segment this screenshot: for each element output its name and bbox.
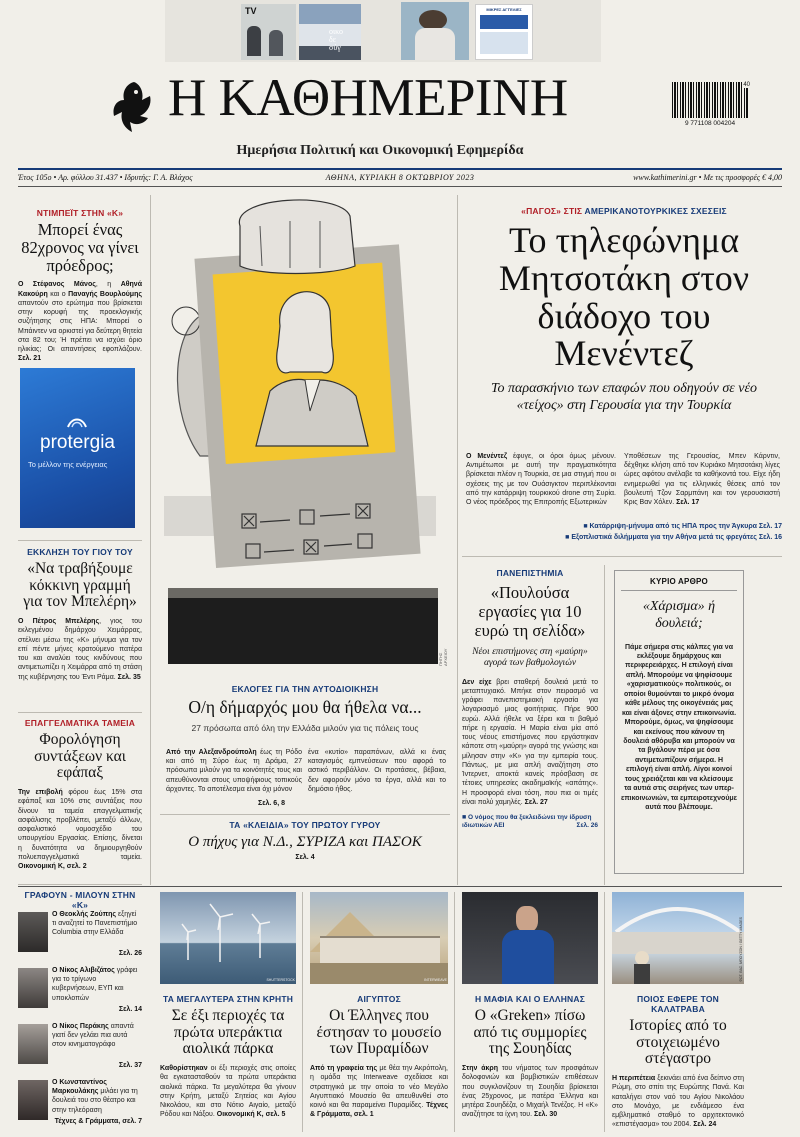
article-body xyxy=(462,1064,598,1119)
elections-col1 xyxy=(166,748,302,794)
man-photo xyxy=(462,892,598,984)
page-ref: Οικονομική Κ, σελ. 5 xyxy=(216,1111,286,1119)
contributor-avatar xyxy=(18,1080,48,1120)
headline[interactable]: Μπορεί ένας 82χρονος να γίνει πρόεδρος; xyxy=(21,220,139,275)
editorial[interactable] xyxy=(614,570,744,874)
masthead-title: Η ΚΑΘΗΜΕΡΙΝΗ xyxy=(168,69,568,127)
headline[interactable]: «Χάρισμα» ή δουλειά; xyxy=(642,599,716,631)
page-ref: Σελ. 30 xyxy=(534,1111,558,1119)
headline[interactable]: Ιστορίες από το στοιχειωμένο στέγαστρο xyxy=(629,1017,727,1068)
related-text: Εξοπλιστικά διλήμματα για την Αθήνα μετά τις φρεγάτες xyxy=(571,533,757,541)
page-ref: Σελ. 26 xyxy=(118,950,142,957)
subhead: 27 πρόσωπα από όλη την Ελλάδα μιλούν για τις πόλεις τους xyxy=(191,722,419,733)
kicker-lead: «ΠΑΓΟΣ» ΣΤΙΣ xyxy=(521,206,583,216)
bottom-story-egypt[interactable] xyxy=(310,892,448,1120)
bottom-story-windfarms[interactable] xyxy=(160,892,296,1120)
body-lead: Καθορίστηκαν xyxy=(160,1065,208,1073)
page-ref: Σελ. 4 xyxy=(295,854,315,861)
promo-thumb-building[interactable] xyxy=(299,4,361,60)
left-article-1[interactable] xyxy=(18,208,142,364)
body-lead: Ο Μενέντεζ xyxy=(466,453,508,460)
masthead-subtitle: Ημερήσια Πολιτική και Οικονομική Εφημερίδα xyxy=(236,143,524,158)
bottom-rule xyxy=(18,886,782,887)
related-link[interactable]: ■ Εξοπλιστικά διλήμματα για την Αθήνα μετά τις φρεγάτες Σελ. 16 xyxy=(565,533,782,541)
page-ref: Σελ. 37 xyxy=(118,1062,142,1069)
body-lead: Από τη γραφεία της xyxy=(310,1065,378,1073)
body-text: απαντούν στο ερώτημα που βρίσκεται στην κορυφή της προεκλογικής συζήτησης στις ΗΠΑ: Μπορεί ο Μπάιντεν να ορκιστεί για δεύτερη θητεία στα 82 του; Ή πρέπει να ισχύει όριο ηλικίας; Οι απαντήσεις εφοπλάζουν. xyxy=(18,299,142,354)
body-lead: Την επιβολή xyxy=(18,789,63,797)
body-name-2: Αθηνά Κακούρη xyxy=(18,281,142,298)
column-rule-right xyxy=(604,565,605,885)
contributor-item[interactable] xyxy=(18,966,142,1018)
headline[interactable]: «Πουλούσα εργασίες για 10 ευρώ τη σελίδα» xyxy=(474,583,586,640)
body-text: βρει σταθερή δουλειά μετά το μεταπτυχιακό. Μπήκε στον πειρασμό να γράφει πανεπιστημιακή εργασία για λογαριασμό μιας φοιτήτριας. Πήρε 900 ευρώ. Αλλά ήθελε να ξέρει και τι βαθμό πήρε η εργασία. Η Μαρία είναι μία από τους νέους επιστήμονες που εργάστηκαν κάποτε στη «μαύρη» αγορά της γνώσης και μίλησαν στην «Κ» για την εμπειρία τους. Πάντως, με μια απλή αναζήτηση στο Ίντερνετ, αποκτά κανείς πρόσβαση σε τέτοιες υπηρεσίες ακαδημαϊκής «απάτης». Η προσφορά είναι τόση, που πια οι τιμές είναι πολύ χαμηλές. xyxy=(462,678,598,806)
promo-books-label: ΜΙΚΡΕΣ ΑΓΓΕΛΙΕΣ xyxy=(486,7,522,12)
headline[interactable]: «Να τραβήξουμε κόκκινη γραμμή για τον Μπελέρη» xyxy=(23,560,137,611)
contributor-avatar xyxy=(18,968,48,1008)
body-text: οι έξι περιοχές στις οποίες θα εγκατασταθούν τα πρώτα υπεράκτια αιολικά πάρκα. Τα μεγαλύτερα θα γίνουν στην Κρήτη, μεταξύ Σητείας και Αγίου Νικολάου, και στο Νότιο Αιγαίο, μεταξύ Ρόδου και Νάξου. xyxy=(160,1065,296,1119)
page-ref: Σελ. 21 xyxy=(18,355,42,363)
promo-strip xyxy=(165,0,601,62)
related-text: Ο νόμος που θα ξεκλειδώνει την ίδρυση ιδιωτικών ΑΕΙ xyxy=(462,813,592,830)
body-joint-2: και ο xyxy=(47,290,69,298)
divider xyxy=(462,556,782,557)
main-related xyxy=(466,522,782,543)
article-body xyxy=(612,1074,744,1129)
contributor-avatar xyxy=(18,1024,48,1064)
protergia-ad[interactable] xyxy=(20,368,135,528)
body-text: , γιος του εκλεγμένου δημάρχου Χειμάρρας, στέλνει μέσω της «Κ» μήνυμα για τον επί πέντε μήνες κρατούμενο πατέρα του και αναλύει τους κινδύνους που αντιμετωπίζει η Χειμάρρα από τη στάση της κυβέρνησης του Έντι Ράμα. xyxy=(18,618,142,681)
barcode-number: 9 771108 004204 xyxy=(684,120,736,127)
editorial-body: Πάμε σήμερα στις κάλπες για να εκλέξουμε δημάρχους και περιφερειάρχες. Η επιλογή είναι απλή. Μπορούμε να ψηφίσουμε «χαρισματικούς» πολιτικούς, οι οποίοι θυμούνται το μικρό όνομα κάθε μέλους της οικογένειάς μας και είναι άξονες στην επικοινωνία. Μπορούμε, όμως, να ψηφίσουμε και εκείνους που κάνουν τη δουλειά αθόρυβα και μπορούν να τα βγάλουν πέρα με όσα αντιμετωπίζουν σήμερα. Η επιλογή είναι απλή. Λίγοι κοινοί τους χρειάζεται και να κλείσουμε τα αυτιά στις σειρήνες των υπερ-επικοινωνιών, τα εμπειροτεχνούμε αυτά που βλέπουμε. xyxy=(621,643,738,812)
page-ref: Σελ. 14 xyxy=(118,1006,142,1013)
left-article-2[interactable] xyxy=(18,547,142,682)
contributor-text: γράφει για το τρίγωνο κυβερνήσεων, ΕΥΠ και υποκλοπών xyxy=(52,967,138,1002)
body-text: με θέα την Ακρόπολη, η ομάδα της Interweave σχεδίασε και στρατηγικά με την οποία το νέο Μεγάλο Αιγυπτιακό Μουσείο θα απευθυνθεί στο κοινό και θα παραμείνει Πυραμίδες. xyxy=(310,1065,448,1110)
page-ref: Οικονομική Κ, σελ. 2 xyxy=(18,863,87,871)
body-joint: , η xyxy=(95,281,121,289)
kicker: ΕΚΚΛΗΣΗ ΤΟΥ ΓΙΟΥ ΤΟΥ xyxy=(27,547,133,557)
stadium-photo xyxy=(612,892,744,984)
dateline-left: Έτος 105ο • Αρ. φύλλου 31.437 • Ιδρυτής: Γ. Α. Βλάχος xyxy=(18,173,193,182)
related-link[interactable]: ■ Κατάρριψη-μήνυμα από τις ΗΠΑ προς την Άγκυρα Σελ. 17 xyxy=(583,523,782,530)
ballot-illustration-icon xyxy=(160,196,450,666)
photo-credit: ΠΗΓΗΣ ΑΡΧΕΙΟΥ xyxy=(438,648,448,666)
related-link[interactable]: ■ Ο νόμος που θα ξεκλειδώνει την ίδρυση ιδιωτικών ΑΕΙ Σελ. 26 xyxy=(462,813,598,830)
page-ref: Σελ. 26 xyxy=(576,822,598,830)
election-illustration[interactable] xyxy=(160,196,450,666)
contributor-item[interactable] xyxy=(18,1078,142,1130)
divider xyxy=(18,540,142,541)
ad-tagline: Το μέλλον της ενέργειας xyxy=(28,460,108,469)
kicker: Η ΜΑΦΙΑ ΚΑΙ Ο ΕΛΛΗΝΑΣ xyxy=(474,994,586,1004)
page-ref: Σελ. 24 xyxy=(693,1121,717,1129)
related-text: Κατάρριψη-μήνυμα από τις ΗΠΑ προς την Άγκυρα xyxy=(589,523,757,530)
article-body xyxy=(18,617,142,682)
body-lead: Η περιπέτεια xyxy=(612,1075,656,1083)
body-text: ξεκινάει από ένα δείπνο στη Ρώμη, στο σπίτι της Ευρώπης Πανά. Και καταλήγει στον ναό του Αγίου Νικολάου στο Μονάχο, με ενδιάμεσο ένα εμβληματικό σταθμό το αρχιτεκτονικό «επιστέγασμα» του 2004. xyxy=(612,1075,745,1129)
page-ref: Σελ. 35 xyxy=(117,673,141,681)
contributor-avatar xyxy=(18,912,48,952)
contributor-name: Ο Κωνσταντίνος Μαρκουλάκης xyxy=(52,1079,107,1096)
body-text: Υποθέσεων της Γερουσίας, Μπεν Κάρντιν, δέχθηκε κλήση από τον Κυριάκο Μητσοτάκη λίγες ώρες αφότου ανέλαβε τα καθήκοντά του. Είχε ήδη ενημερωθεί για τις ελληνικές θέσεις από τον βουλευτή Τζον Σαρμπάνη και τον γερουσιαστή Κρις Βαν Χόλεν. xyxy=(624,453,780,507)
museum-photo xyxy=(310,892,448,984)
headline[interactable]: Το τηλεφώνημα Μητσοτάκη στον διάδοχο του Μενέντεζ xyxy=(498,220,750,374)
body-text: ένα «κυτίο» παραπόνων, αλλά κι ένας καταγισμός εμπνεύσεων που αφορά το αστικό περιβάλλον. Οι προτάσεις, βέβαια, δεν αφορούν μόνο τα έργα, αλλά και το δημόσιο ήθος. xyxy=(308,749,446,793)
editorial-label: ΚΥΡΙΟ ΑΡΘΡΟ xyxy=(621,577,737,591)
page-ref: Σελ. 16 xyxy=(758,533,782,541)
elections-col2 xyxy=(308,748,446,794)
article-body xyxy=(310,1064,448,1119)
body-lead: Δεν είχε xyxy=(462,678,492,686)
left-article-3[interactable] xyxy=(18,718,142,871)
kicker: ΝΤΙΜΠΕΪΤ ΣΤΗΝ «Κ» xyxy=(36,208,124,218)
column-rule xyxy=(302,892,303,1132)
contributor-name: Ο Θεοκλής Ζούπης xyxy=(52,911,116,918)
kicker xyxy=(466,206,782,216)
subhead: Νέοι επιστήμονες στη «μαύρη» αγορά των βαθμολογιών xyxy=(472,646,588,669)
protergia-logo-icon xyxy=(66,413,88,429)
page-ref: Τέχνες & Γράμματα, σελ. 7 xyxy=(54,1118,142,1125)
body-name-3: Παναγής Βουρλούμης xyxy=(68,290,142,298)
article-body xyxy=(18,280,142,363)
page-ref: Τέχνες & Γράμματα, σελ. 1 xyxy=(310,1102,448,1119)
body-text: φόρου έως 15% στα εφάπαξ και 10% στις συντάξεις που δίνουν τα ταμεία επαγγελματικής ασφάλισης προβλέπει, μεταξύ άλλων, ασφαλιστικό νομοσχέδιο του υπουργείου Εργασίας. Επίσης, δίνεται η δυνατότητα να δημιουργηθούν πολυεπαγγελματικά ταμεία. xyxy=(18,789,143,861)
photo-credit: INTERWEAVE xyxy=(424,978,447,982)
promo-tv-label: TV xyxy=(245,6,257,16)
left-article-4 xyxy=(18,890,142,910)
kicker: ΤΑ ΜΕΓΑΛΥΤΕΡΑ ΣΤΗΝ ΚΡΗΤΗ xyxy=(162,994,294,1004)
column-rule xyxy=(454,892,455,1132)
divider xyxy=(160,814,450,815)
contributor-text: εξηγεί τι αναζητεί το Πανεπιστήμιο Columbia στην Ελλάδα xyxy=(52,911,138,937)
headline[interactable]: Ο/η δήμαρχός μου θα ήθελα να... xyxy=(188,697,422,717)
bottom-story-mafia[interactable] xyxy=(462,892,598,1120)
headline[interactable]: Φορολόγηση συντάξεων και εφάπαξ xyxy=(34,731,126,782)
dateline-rule-top xyxy=(18,168,782,170)
body-text: έως τη Ρόδο και από τη Σύρο έως τη Δράμα, 27 πρόσωπα μιλούν για τα κοινότητές τους και απευθύνονται στους υποψήφιους τοπικούς άρχοντες. Το αποτέλεσμα είναι όχι μόνον xyxy=(166,749,302,793)
page-ref: Σελ. 6, 8 xyxy=(258,800,285,807)
barcode xyxy=(672,82,748,142)
kathimerini-logo-icon xyxy=(108,78,160,138)
article-body xyxy=(18,788,142,871)
dateline-center: ΑΘΗΝΑ, ΚΥΡΙΑΚΗ 8 ΟΚΤΩΒΡΙΟΥ 2023 xyxy=(325,173,475,182)
kicker: ΠΑΝΕΠΙΣΤΗΜΙΑ xyxy=(496,568,564,578)
contributor-item[interactable] xyxy=(18,1022,142,1074)
body-lead: Ο Στέφανος Μάνος xyxy=(18,281,96,289)
subhead: Το παρασκήνιο των επαφών που οδηγούν σε νέο «τείχος» στη Γερουσία για την Τουρκία xyxy=(490,381,758,413)
bottom-story-calatrava[interactable] xyxy=(612,892,744,1130)
page-ref: Σελ. 27 xyxy=(524,798,548,806)
article-body xyxy=(160,1064,296,1119)
main-story-col2 xyxy=(624,452,780,507)
body-lead: Στην άκρη xyxy=(462,1065,499,1073)
promo-thumb-books[interactable] xyxy=(475,4,533,60)
barcode-top-number: 40 xyxy=(743,82,750,88)
promo-thumb-tv[interactable] xyxy=(241,4,296,60)
page-ref: Σελ. 17 xyxy=(758,523,782,530)
keys-article[interactable] xyxy=(160,820,450,861)
dateline xyxy=(18,172,782,186)
body-text: έφυγε, οι όροι όμως μένουν. Αντιμέτωποι με αυτή την πραγματικότητα βρίσκεται πλέον η Τουρκία, σε μια στιγμή που οι σχέσεις της με τον Ουάσιγκτον περιπλέκονται από την κατάρριψη τουρκικού drone στη Συρία. Ο νέος πρόεδρος της Επιτροπής Εξωτερικών xyxy=(466,453,616,507)
headline[interactable]: Ο «Greken» πίσω από τις συμμορίες της Σουηδίας xyxy=(473,1007,587,1058)
contributor-name: Ο Νίκος Περάκης xyxy=(52,1023,109,1030)
contributor-name: Ο Νίκος Αλιβιζάτος xyxy=(52,967,115,974)
column-rule xyxy=(604,892,605,1132)
divider xyxy=(18,712,142,713)
kicker-rest: ΑΜΕΡΙΚΑΝΟΤΟΥΡΚΙΚΕΣ ΣΧΕΣΕΙΣ xyxy=(584,206,727,216)
kicker: ΤΑ «ΚΛΕΙΔΙΑ» ΤΟΥ ΠΡΩΤΟΥ ΓΥΡΟΥ xyxy=(229,820,381,830)
promo-thumb-person[interactable] xyxy=(401,2,469,60)
photo-credit: ΦΩΤ. ΒΑΣ. ΜΠΟΥΖΟΝ / GETTY IMAGES xyxy=(739,917,743,982)
contributor-text: απαντά γιατί δεν γελάει πια αυτά στον κινηματογράφο xyxy=(52,1023,134,1049)
page-ref: Σελ. 17 xyxy=(676,499,700,507)
column-rule-center xyxy=(457,195,458,885)
contributor-item[interactable] xyxy=(18,910,142,962)
windfarm-photo xyxy=(160,892,296,984)
masthead xyxy=(0,70,800,170)
pyramid-museum-icon xyxy=(310,892,448,984)
body-lead: Ο Πέτρος Μπελέρης xyxy=(18,618,100,626)
elections-article[interactable] xyxy=(160,684,450,733)
kicker: ΕΠΑΓΓΕΛΜΑΤΙΚΑ ΤΑΜΕΙΑ xyxy=(24,718,136,728)
contributor-text: μιλάει για τη δουλειά του στο θέατρο και στην τηλεόραση xyxy=(52,1088,138,1114)
ad-brand: protergia xyxy=(40,432,115,453)
dateline-right: www.kathimerini.gr • Με τις προσφορές € 4,00 xyxy=(633,173,782,182)
body-lead: Από την Αλεξανδρούπολη xyxy=(166,749,257,756)
dateline-rule-bottom xyxy=(18,186,782,187)
headline[interactable]: Ο πήχυς για Ν.Δ., ΣΥΡΙΖΑ και ΠΑΣΟΚ xyxy=(188,834,422,850)
main-story[interactable] xyxy=(466,206,782,415)
kicker: ΠΟΙΟΣ ΕΦΕΡΕ ΤΟΝ ΚΑΛΑΤΡΑΒΑ xyxy=(637,994,719,1014)
kicker: ΕΚΛΟΓΕΣ ΓΙΑ ΤΗΝ ΑΥΤΟΔΙΟΙΚΗΣΗ xyxy=(231,684,379,694)
photo-credit: SHUTTERSTOCK xyxy=(266,978,295,982)
kicker: ΓΡΑΦΟΥΝ - ΜΙΛΟΥΝ ΣΤΗΝ «Κ» xyxy=(24,890,136,910)
headline[interactable]: Σε έξι περιοχές τα πρώτα υπεράκτια αιολικά πάρκα xyxy=(171,1007,285,1058)
kicker: ΑΙΓΥΠΤΟΣ xyxy=(357,994,401,1004)
promo-thumb-text: οικο δε σύγ xyxy=(329,27,344,52)
stadium-roof-icon xyxy=(612,892,744,984)
headline[interactable]: Οι Έλληνες που έστησαν το μουσείο των Πυραμίδων xyxy=(316,1007,442,1058)
column-rule-left xyxy=(150,195,151,885)
article-body xyxy=(462,678,598,807)
barcode-bars xyxy=(672,82,748,118)
body-text: του νήματος των προσφάτων δολοφονιών και βομβιστικών επιθέσεων που συγκλονίζουν τη Σουηδία βρίσκεται ένας 25χρονος, με πατέρα Έλληνα και μητέρα Σουηδέζα, ο Μιχαήλ Τενέζος. Η «Κ» αναζήτησε τα ίχνη του. xyxy=(462,1065,598,1119)
wind-turbine-icon xyxy=(160,892,296,984)
divider xyxy=(18,884,142,885)
universities-article[interactable] xyxy=(462,568,598,831)
main-story-col1 xyxy=(466,452,616,507)
